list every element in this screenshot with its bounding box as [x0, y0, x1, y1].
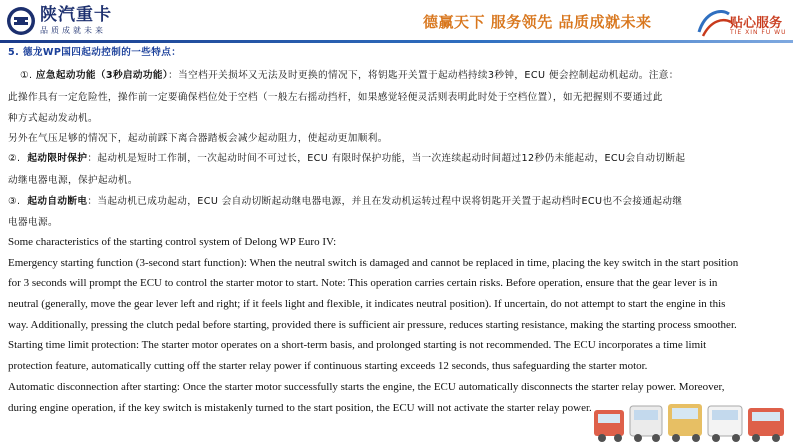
cn-paragraph-3-line-2: 电器电源。 — [8, 217, 58, 228]
en-line-6: Starting time limit protection: The starter motor operates on a short-term basis, and prolonged starting is not recommended. The ECU incorporates a time limit — [8, 339, 707, 351]
page-header — [0, 0, 793, 42]
header-slogan: 德赢天下 服务领先 品质成就未来 — [423, 13, 652, 31]
header-divider — [0, 40, 793, 43]
en-line-2: Emergency starting function (3-second start function): When the neutral switch is damaged and cannot be replaced in time, placing the key switch in the start position — [8, 257, 739, 269]
en-line-7: protection feature, automatically cutting off the starter relay power if continuous starting exceeds 12 seconds, thus safeguarding the starter motor. — [8, 360, 648, 372]
en-line-3: for 3 seconds will prompt the ECU to control the starter motor to start. Note: This operation carries certain risks. Before operation, ensure that the gear lever is in — [8, 277, 718, 289]
cn-paragraph-2-line-2: 动继电器电源，保护起动机。 — [8, 175, 138, 186]
en-line-4: neutral (generally, move the gear lever left and right; if it feels light and flexible, it indicates neutral position). If uncertain, do not attempt to start the engine in this — [8, 298, 726, 310]
section-title: 5. 德龙WP国四起动控制的一些特点： — [8, 47, 182, 58]
en-heading: Some characteristics of the starting control system of Delong WP Euro IV: — [8, 236, 337, 248]
service-subtitle: TIE XIN FU WU — [730, 29, 787, 36]
brand-logo — [6, 6, 112, 36]
en-line-9: during engine operation, if the key switch is mistakenly turned to the start position, the ECU will not activate the starter relay power. — [8, 402, 592, 414]
service-title: 贴心服务 — [730, 16, 783, 31]
cn-paragraph-1-line-2: 此操作具有一定危险性，操作前一定要确保档位处于空档（一般左右摇动挡杆，如果感觉轻便灵活则表明此时处于空档位置），如无把握则不要通过此 — [8, 92, 663, 103]
cn-paragraph-3-line-1: ③. 起动自动断电：当起动机已成功起动，ECU 会自动切断起动继电器电源，并且在发动机运转过程中误将钥匙开关置于起动档时ECU也不会接通起动继 — [8, 196, 683, 207]
cn-paragraph-1-line-4: 另外在气压足够的情况下，起动前踩下离合器踏板会减少起动阻力，使起动更加顺利。 — [8, 133, 388, 144]
shaanxi-logo-icon — [6, 6, 36, 36]
cn-paragraph-1-line-1: ①. 应急起动功能（3秒启动功能）：当空档开关损坏又无法及时更换的情况下，将钥匙开关置于起动档持续3秒钟，ECU 便会控制起动机起动。注意： — [20, 70, 679, 81]
truck-fleet-icon — [590, 396, 790, 444]
brand-tagline: 品质成就未来 — [40, 26, 106, 35]
en-line-5: way. Additionally, pressing the clutch pedal before starting, provided there is sufficient air pressure, reduces starting resistance, making the starting process smoother. — [8, 319, 737, 331]
cn-paragraph-1-line-3: 种方式起动发动机。 — [8, 113, 98, 124]
en-line-8: Automatic disconnection after starting: Once the starter motor successfully starts the engine, the ECU automatically disconnects the starter relay power. Moreover, — [8, 381, 725, 393]
cn-paragraph-2-line-1: ②. 起动限时保护：起动机是短时工作制，一次起动时间不可过长，ECU 有限时保护功能，当一次连续起动时间超过12秒仍未能起动，ECU会自动切断起 — [8, 153, 686, 164]
brand-name: 陕汽重卡 — [40, 5, 112, 25]
